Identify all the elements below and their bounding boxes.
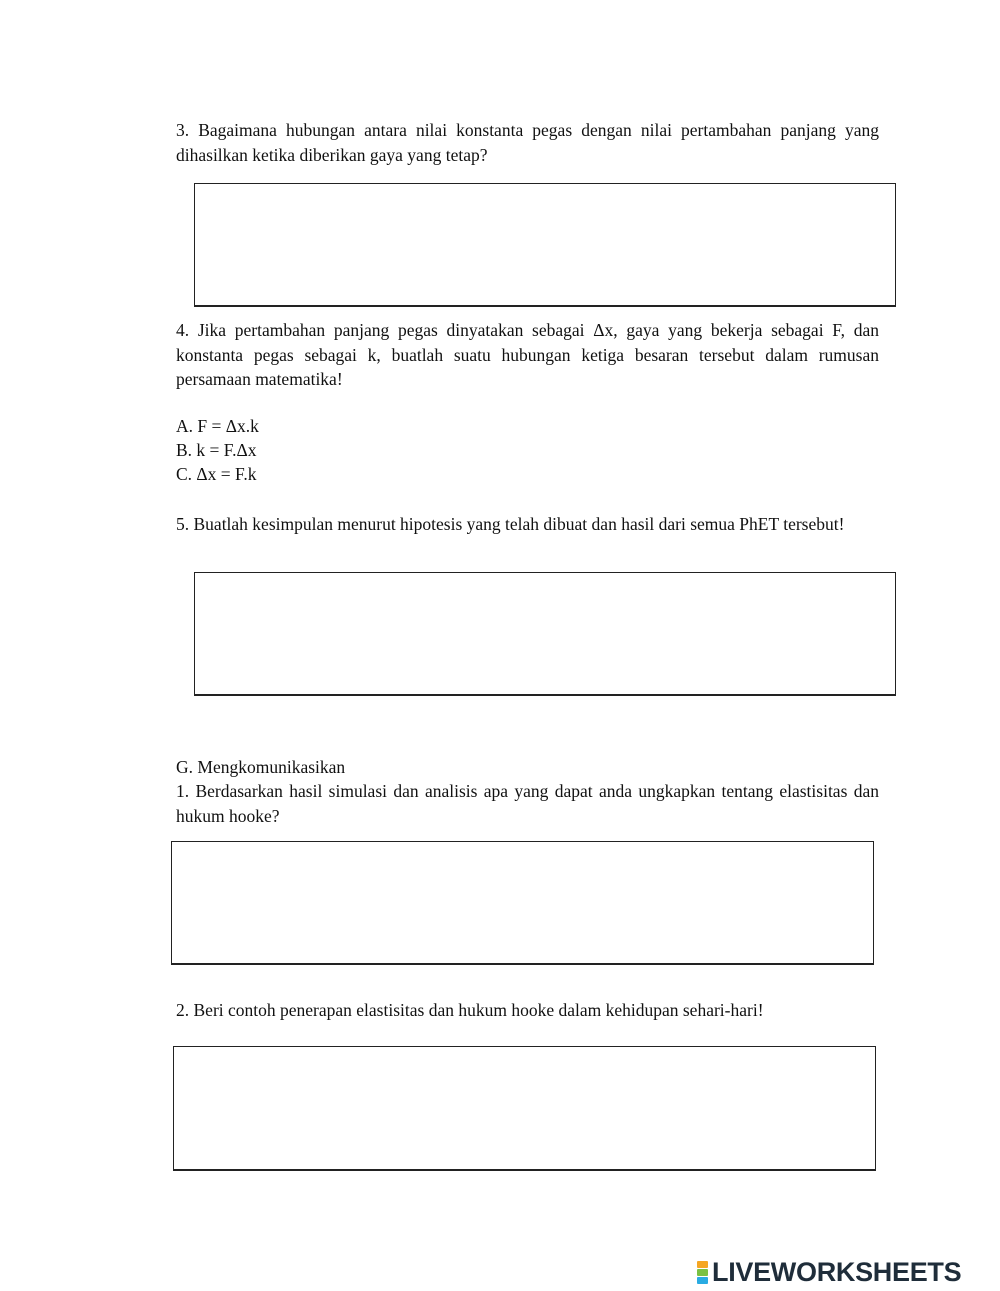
- section-g-question-2-answer-input[interactable]: [174, 1047, 875, 1169]
- question-5-text: 5. Buatlah kesimpulan menurut hipotesis yang telah dibuat dan hasil dari semua PhET tersebut!: [176, 514, 845, 534]
- section-g-heading: G. Mengkomunikasikan: [176, 757, 346, 777]
- logo-block-blue: [697, 1277, 708, 1284]
- logo-text: LIVEWORKSHEETS: [712, 1256, 962, 1287]
- section-g-question-1-answer-input[interactable]: [172, 842, 873, 963]
- section-g-question-2-text: 2. Beri contoh penerapan elastisitas dan hukum hooke dalam kehidupan sehari-hari!: [176, 1000, 764, 1020]
- option-c: C. Δx = F.k: [176, 464, 257, 484]
- section-g-question-2-answer-box[interactable]: [173, 1046, 876, 1171]
- question-3-text: 3. Bagaimana hubungan antara nilai konstanta pegas dengan nilai pertambahan panjang yang dihasilkan ketika diberikan gaya yang tetap?: [176, 120, 879, 165]
- option-b: B. k = F.Δx: [176, 440, 257, 460]
- section-g-question-1-answer-box[interactable]: [171, 841, 874, 965]
- question-5-answer-input[interactable]: [195, 573, 895, 694]
- logo-mark-icon: [697, 1261, 708, 1284]
- question-3-answer-input[interactable]: [195, 184, 895, 305]
- option-a: A. F = Δx.k: [176, 416, 259, 436]
- section-g-question-1-text: 1. Berdasarkan hasil simulasi dan analisis apa yang dapat anda ungkapkan tentang elastisitas dan hukum hooke?: [176, 781, 879, 826]
- logo-block-orange: [697, 1261, 708, 1268]
- liveworksheets-logo: [697, 1258, 961, 1286]
- logo-block-green: [697, 1269, 708, 1276]
- question-5-answer-box[interactable]: [194, 572, 896, 696]
- question-4-text: 4. Jika pertambahan panjang pegas dinyatakan sebagai Δx, gaya yang bekerja sebagai F, dan konstanta pegas sebagai k, buatlah suatu hubungan ketiga besaran tersebut dalam rumusan persamaan matematika!: [176, 320, 879, 389]
- question-3-answer-box[interactable]: [194, 183, 896, 307]
